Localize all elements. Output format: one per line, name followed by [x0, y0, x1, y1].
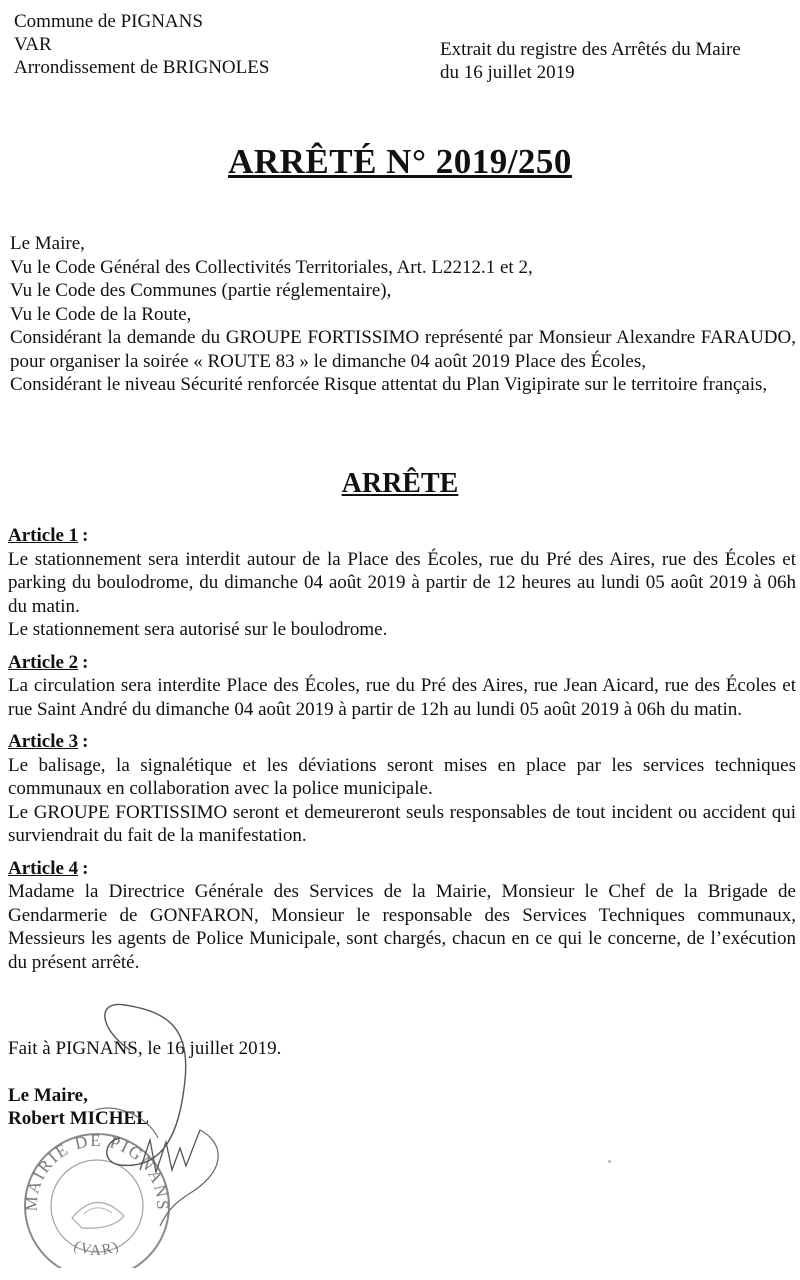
- article-3: [8, 730, 796, 848]
- preamble-line: Vu le Code de la Route,: [10, 303, 192, 325]
- signatory-name: Robert MICHEL: [8, 1108, 149, 1129]
- preamble-line: Vu le Code Général des Collectivités Territoriales, Art. L2212.1 et 2,: [10, 256, 533, 278]
- article-paragraph: Le GROUPE FORTISSIMO seront et demeureront seuls responsables de tout incident ou accident qui surviendrait du fait de la manifestation.: [8, 801, 796, 846]
- preamble: [10, 232, 796, 397]
- preamble-line: Considérant la demande du GROUPE FORTISSIMO représenté par Monsieur Alexandre FARAUDO, pour organiser la soirée « ROUTE 83 » le dimanche 04 août 2019 Place des Écoles,: [10, 327, 796, 372]
- articles-section: [8, 524, 796, 983]
- arrete-heading: ARRÊTE: [341, 468, 459, 499]
- article-paragraph: Le stationnement sera autorisé sur le boulodrome.: [8, 619, 388, 640]
- handwritten-signature-icon: [80, 990, 260, 1230]
- article-paragraph: La circulation sera interdite Place des Écoles, rue du Pré des Aires, rue Jean Aicard, rue des Écoles et rue Saint André du dimanche 04 août 2019 à partir de 12h au lundi 05 août 2019 à 06h du matin.: [8, 675, 796, 720]
- register-date: du 16 juillet 2019: [440, 62, 575, 83]
- article-title: Article 3 :: [8, 731, 89, 752]
- preamble-line: Considérant le niveau Sécurité renforcée Risque attentat du Plan Vigipirate sur le territoire français,: [10, 374, 768, 395]
- register-extract-header: [440, 38, 741, 84]
- article-2: [8, 651, 796, 722]
- svg-text:MAIRIE DE PIGNANS: MAIRIE DE PIGNANS: [21, 1130, 173, 1212]
- article-4: [8, 857, 796, 975]
- article-title: Article 2 :: [8, 651, 89, 673]
- scan-speck: [608, 1160, 611, 1163]
- preamble-line: Le Maire,: [10, 233, 85, 254]
- article-title: Article 4 :: [8, 857, 89, 879]
- arrondissement: Arrondissement de BRIGNOLES: [14, 57, 270, 78]
- commune-header: [14, 10, 269, 79]
- department: VAR: [14, 34, 52, 55]
- article-paragraph: Madame la Directrice Générale des Services de la Mairie, Monsieur le Chef de la Brigade de Gendarmerie de GONFARON, Monsieur le responsable des Services Techniques communaux, Messieurs les agents de Police Municipale, sont chargés, chacun en ce qui le concerne, de l’exécution du présent arrêté.: [8, 881, 796, 973]
- decree-title: ARRÊTÉ N° 2019/250: [228, 142, 572, 181]
- article-paragraph: Le stationnement sera interdit autour de la Place des Écoles, rue du Pré des Aires, rue des Écoles et parking du boulodrome, du dimanche 04 août 2019 à partir de 12 heures au lundi 05 août 2019 à 06h du matin.: [8, 548, 796, 617]
- svg-text:(VAR): (VAR): [71, 1238, 123, 1259]
- commune-name: Commune de PIGNANS: [14, 11, 203, 32]
- article-1: [8, 524, 796, 642]
- signatory-role: Le Maire,: [8, 1085, 88, 1106]
- article-title: Article 1 :: [8, 525, 89, 546]
- place-and-date: Fait à PIGNANS, le 16 juillet 2019.: [8, 1038, 282, 1059]
- register-label: Extrait du registre des Arrêtés du Maire: [440, 39, 741, 60]
- preamble-line: Vu le Code des Communes (partie réglementaire),: [10, 280, 392, 301]
- article-paragraph: Le balisage, la signalétique et les déviations seront mises en place par les services techniques communaux en collaboration avec la police municipale.: [8, 754, 796, 799]
